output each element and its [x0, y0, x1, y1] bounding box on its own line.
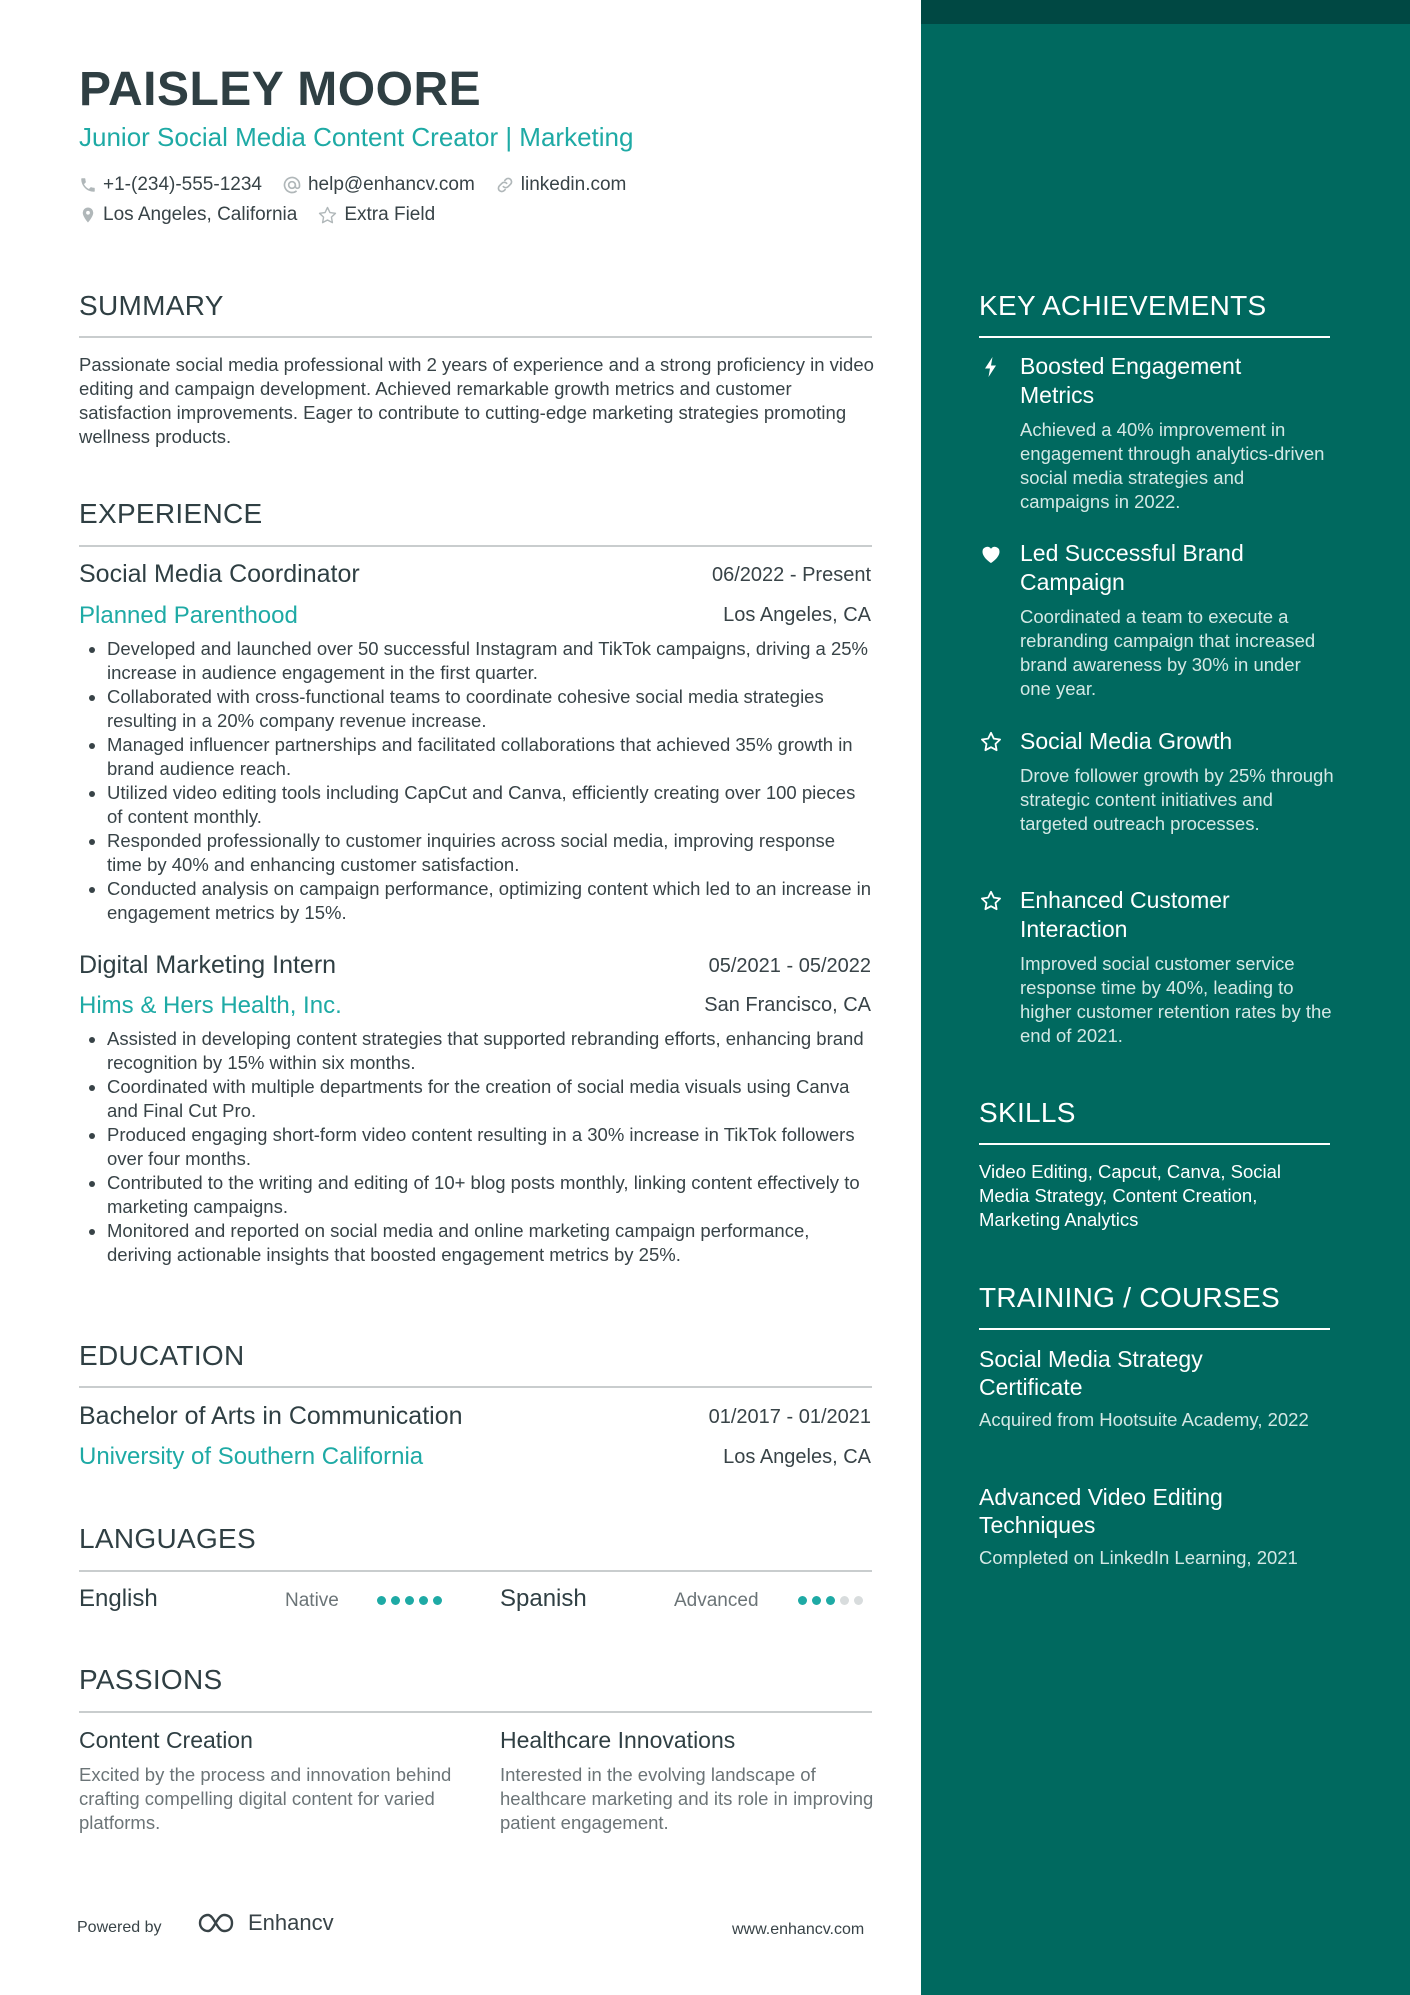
course-description: Acquired from Hootsuite Academy, 2022	[979, 1409, 1309, 1430]
job-location: Los Angeles, CA	[723, 604, 871, 626]
job-title: Digital Marketing Intern	[79, 951, 337, 979]
language-level: Advanced	[674, 1590, 759, 1611]
bullet-item: • Conducted analysis on campaign performance, optimizing content which led to an increase in engagement metrics by 15%.	[107, 877, 875, 925]
job-location: San Francisco, CA	[704, 994, 871, 1016]
lightning-icon	[979, 355, 1003, 379]
experience-heading: EXPERIENCE	[79, 498, 263, 529]
phone-contact[interactable]	[79, 174, 262, 196]
achievement-description: Coordinated a team to execute a rebranding campaign that increased brand awareness by 30% in under one year.	[1020, 606, 1316, 699]
degree-title: Bachelor of Arts in Communication	[79, 1402, 463, 1430]
extra-field-contact	[317, 204, 435, 226]
summary-text: Passionate social media professional with 2 years of experience and a strong proficiency in video editing and campaign development. Achieved remarkable growth metrics and customer satisfaction improvements. Eager to contribute to cutting-edge marketing strategies promoting wellness products.	[79, 354, 874, 447]
rating-dot-empty	[840, 1596, 849, 1605]
bullet-item: • Collaborated with cross-functional teams to coordinate cohesive social media strategies resulting in a 20% company revenue increase.	[107, 685, 875, 733]
at-icon	[282, 175, 302, 195]
bullet-item: • Produced engaging short-form video content resulting in a 30% increase in TikTok followers over four months.	[107, 1123, 875, 1171]
enhancv-logo[interactable]	[196, 1910, 334, 1936]
company-name: Planned Parenthood	[79, 602, 298, 629]
education-location: Los Angeles, CA	[723, 1446, 871, 1468]
achievement-title: Enhanced Customer Interaction	[1020, 887, 1230, 942]
candidate-name: PAISLEY MOORE	[79, 63, 482, 116]
experience-divider	[79, 545, 872, 547]
bullet-item: • Managed influencer partnerships and facilitated collaborations that achieved 35% growth in brand audience reach.	[107, 733, 875, 781]
language-name: English	[79, 1585, 158, 1612]
rating-dot-filled	[433, 1596, 442, 1605]
job-dates: 05/2021 - 05/2022	[708, 955, 871, 977]
languages-heading: LANGUAGES	[79, 1523, 256, 1554]
phone-text: +1-(234)-555-1234	[103, 174, 262, 195]
contact-row-1	[79, 172, 626, 198]
job-dates: 06/2022 - Present	[712, 564, 871, 586]
passion-description: Excited by the process and innovation behind crafting compelling digital content for varied platforms.	[79, 1764, 452, 1833]
course-description: Completed on LinkedIn Learning, 2021	[979, 1547, 1298, 1568]
language-name: Spanish	[500, 1585, 587, 1612]
rating-dot-filled	[405, 1596, 414, 1605]
enhancv-brand-text: Enhancv	[248, 1910, 334, 1935]
extra-field-text: Extra Field	[344, 204, 436, 225]
candidate-role: Junior Social Media Content Creator | Marketing	[79, 122, 634, 152]
website-contact[interactable]	[495, 174, 627, 196]
training-divider	[979, 1328, 1330, 1330]
rating-dot-filled	[377, 1596, 386, 1605]
passions-heading: PASSIONS	[79, 1664, 223, 1695]
course-title: Advanced Video Editing Techniques	[979, 1484, 1223, 1538]
location-contact	[79, 204, 297, 226]
training-heading: TRAINING / COURSES	[979, 1282, 1280, 1313]
rating-dot-empty	[854, 1596, 863, 1605]
phone-icon	[79, 176, 97, 194]
rating-dot-filled	[812, 1596, 821, 1605]
achievements-divider	[979, 336, 1330, 338]
education-dates: 01/2017 - 01/2021	[708, 1406, 871, 1428]
passion-title: Healthcare Innovations	[500, 1727, 736, 1753]
achievement-description: Improved social customer service response time by 40%, leading to higher customer retention rates by the end of 2021.	[1020, 953, 1332, 1046]
skills-heading: SKILLS	[979, 1097, 1076, 1128]
bullet-item: • Utilized video editing tools including CapCut and Canva, efficiently creating over 100 pieces of content monthly.	[107, 781, 875, 829]
language-rating	[798, 1596, 863, 1605]
powered-by-label: Powered by	[77, 1919, 162, 1936]
education-heading: EDUCATION	[79, 1340, 245, 1371]
language-rating	[377, 1596, 442, 1605]
bullet-item: • Monitored and reported on social media and online marketing campaign performance, deriving actionable insights that boosted engagement metrics by 25%.	[107, 1219, 875, 1267]
languages-divider	[79, 1570, 872, 1572]
job-bullets	[79, 1027, 875, 1267]
company-name: Hims & Hers Health, Inc.	[79, 992, 342, 1019]
enhancv-logo-icon	[196, 1911, 240, 1935]
achievements-heading: KEY ACHIEVEMENTS	[979, 290, 1267, 321]
achievement-title: Led Successful Brand Campaign	[1020, 540, 1244, 595]
email-text: help@enhancv.com	[307, 174, 475, 195]
achievement-title: Social Media Growth	[1020, 728, 1233, 754]
link-icon	[495, 175, 515, 195]
bullet-item: • Assisted in developing content strategies that supported rebranding efforts, enhancing brand recognition by 15% within six months.	[107, 1027, 875, 1075]
bullet-item: • Developed and launched over 50 successful Instagram and TikTok campaigns, driving a 25% increase in audience engagement in the first quarter.	[107, 637, 875, 685]
job-bullets	[79, 637, 875, 925]
rating-dot-filled	[391, 1596, 400, 1605]
achievement-title: Boosted Engagement Metrics	[1020, 353, 1242, 408]
skills-list: Video Editing, Capcut, Canva, Social Media Strategy, Content Creation, Marketing Analytics	[979, 1161, 1282, 1230]
course-title: Social Media Strategy Certificate	[979, 1346, 1203, 1400]
star-icon	[979, 889, 1003, 913]
website-text: linkedin.com	[520, 174, 627, 195]
contact-row-2	[79, 202, 435, 228]
passion-title: Content Creation	[79, 1727, 253, 1753]
bullet-item: • Contributed to the writing and editing of 10+ blog posts monthly, linking content effectively to marketing campaigns.	[107, 1171, 875, 1219]
job-title: Social Media Coordinator	[79, 560, 360, 588]
passion-description: Interested in the evolving landscape of healthcare marketing and its role in improving patient engagement.	[500, 1764, 874, 1833]
education-divider	[79, 1386, 872, 1388]
summary-divider	[79, 336, 872, 338]
bullet-item: • Coordinated with multiple departments for the creation of social media visuals using Canva and Final Cut Pro.	[107, 1075, 875, 1123]
skills-divider	[979, 1143, 1330, 1145]
sidebar-top-band	[921, 0, 1410, 24]
rating-dot-filled	[826, 1596, 835, 1605]
rating-dot-filled	[798, 1596, 807, 1605]
star-icon	[979, 730, 1003, 754]
passions-divider	[79, 1711, 872, 1713]
location-pin-icon	[79, 205, 97, 225]
star-icon	[317, 205, 338, 226]
achievement-description: Achieved a 40% improvement in engagement through analytics-driven social media strategies and campaigns in 2022.	[1020, 419, 1325, 512]
footer-website[interactable]: www.enhancv.com	[732, 1921, 865, 1938]
rating-dot-filled	[419, 1596, 428, 1605]
school-name: University of Southern California	[79, 1443, 424, 1470]
heart-icon	[979, 542, 1003, 566]
location-text: Los Angeles, California	[103, 204, 298, 225]
language-level: Native	[285, 1590, 339, 1611]
bullet-item: • Responded professionally to customer inquiries across social media, improving response time by 40% and enhancing customer satisfaction.	[107, 829, 875, 877]
email-contact[interactable]	[282, 174, 475, 196]
achievement-description: Drove follower growth by 25% through strategic content initiatives and targeted outreach processes.	[1020, 765, 1334, 834]
summary-heading: SUMMARY	[79, 290, 224, 321]
